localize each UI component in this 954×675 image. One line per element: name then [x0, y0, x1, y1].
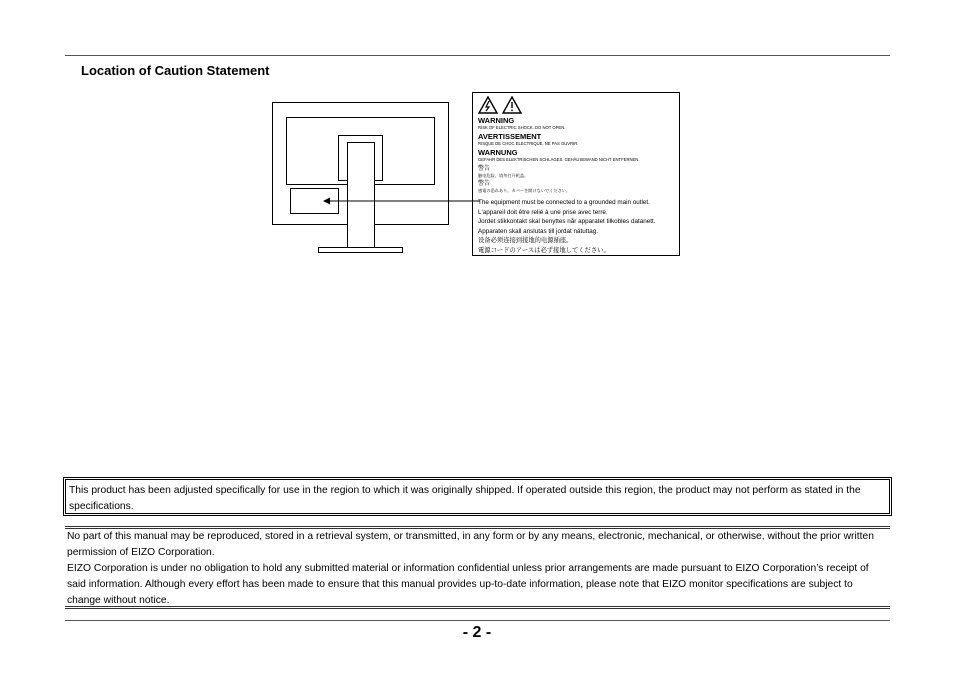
label-statement: 電源コードのアースは必ず接地してください。 [478, 246, 610, 254]
warning-zh-heading: 警告 [478, 166, 491, 172]
top-rule [65, 55, 890, 56]
caution-exclamation-icon [502, 96, 522, 114]
warning-ja-heading: 警告 [478, 181, 491, 187]
disclaimer-paragraph: No part of this manual may be reproduced, stored in a retrieval system, or transmitted, in any form or by any means, electronic, mechanical, or otherwise, without the prior written permission of EIZO Corporation. [67, 531, 874, 558]
disclaimer-bottom-rule [65, 606, 890, 609]
monitor-rear-illustration [270, 100, 480, 256]
electric-shock-warning-icon [478, 96, 498, 114]
caution-label [472, 92, 680, 256]
label-statement: The equipment must be connected to a grounded main outlet. [478, 199, 650, 206]
stand-base [319, 248, 403, 253]
warning-de-text: GEFAHR DES ELEKTRISCHEN SCHLAGES. GEHÄUSEWAND NICHT ENTFERNEN. [478, 157, 640, 162]
warning-en-text: RISK OF ELECTRIC SHOCK. DO NOT OPEN. [478, 125, 566, 130]
label-statement: L'appareil doit être relié à une prise avec terre. [478, 208, 608, 216]
warning-ja-text: 感電の恐れあり。カバーを開けないでください。 [478, 188, 571, 193]
warning-en-heading: WARNING [478, 116, 515, 125]
footer-rule [65, 620, 890, 621]
label-statement: Apparaten skall anslutas till jordat nätuttag. [478, 227, 599, 235]
label-statement: 设备必须连接到接地的电源插座。 [478, 237, 573, 244]
label-statement: Jordet stikkontakt skal benyttes når apparatet tilkobles datanett. [478, 218, 656, 225]
warning-fr-text: RISQUE DE CHOC ELECTRIQUE. NE PAS OUVRIR. [478, 141, 579, 146]
disclaimer [67, 529, 885, 609]
section-title: Location of Caution Statement [81, 63, 270, 78]
page-number: - 2 - [462, 624, 492, 641]
warning-fr-heading: AVERTISSEMENT [478, 132, 542, 141]
warning-de-heading: WARNUNG [478, 148, 518, 157]
warning-zh-text: 触电危险，请勿打开机盖。 [478, 173, 529, 178]
disclaimer-paragraph: EIZO Corporation is under no obligation to hold any submitted material or information confidential unless prior arrangements are made pursuant to EIZO Corporation’s receipt of said information. Although every effort has been made to ensure that this manual provides up-to-date information, please note that EIZO monitor specifications are subject to change without notice. [67, 563, 869, 606]
region-notice-box [65, 479, 890, 514]
region-notice-text: This product has been adjusted specifically for use in the region to which it was originally shipped. If operated outside this region, the product may not perform as stated in the specifications. [69, 485, 861, 512]
stand-neck [348, 143, 375, 248]
